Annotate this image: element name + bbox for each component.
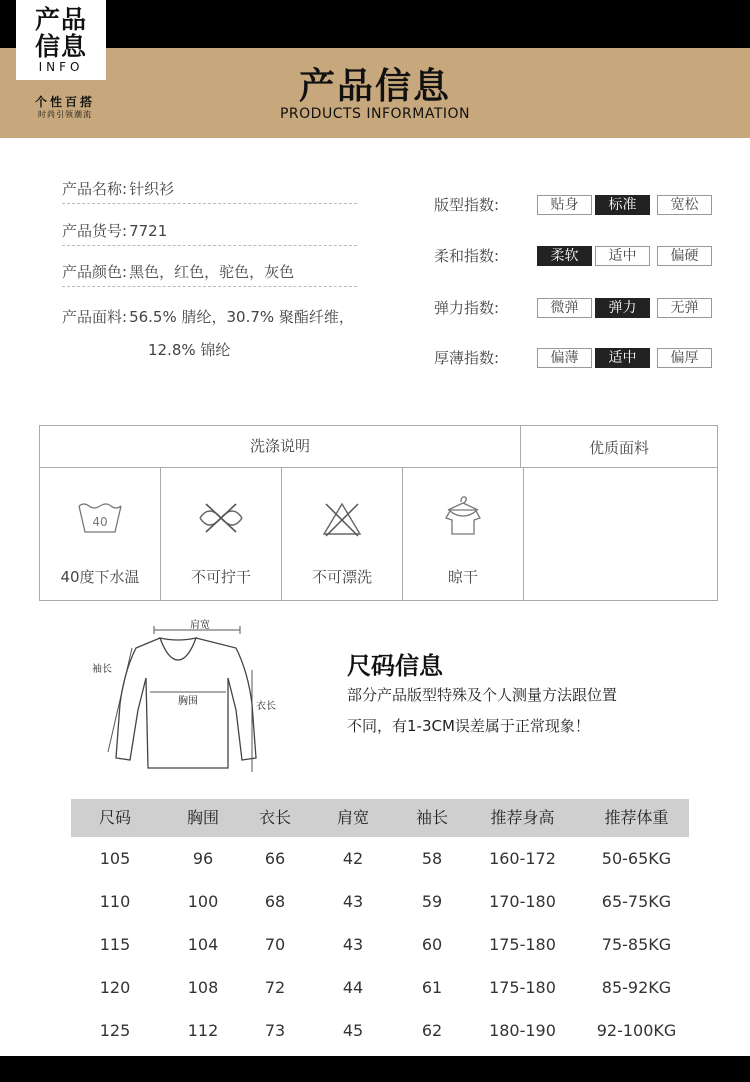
table-cell: 160-172 (489, 849, 556, 868)
table-cell: 104 (187, 935, 219, 954)
logo-cn-line1: 产品 (34, 5, 87, 34)
table-cell: 115 (99, 935, 131, 954)
size-table-header (71, 799, 689, 837)
table-cell: 65-75KG (601, 892, 672, 911)
wash-table (39, 425, 718, 601)
product-name-label: 产品名称: (62, 180, 128, 198)
table-cell: 112 (187, 1021, 219, 1040)
label-chest: 胸围 (178, 696, 198, 707)
product-color-value: 黑色，红色，驼色，灰色 (129, 263, 295, 281)
table-cell: 62 (421, 1021, 443, 1040)
header-cell: 尺码 (98, 808, 131, 827)
header-cell: 肩宽 (336, 808, 369, 827)
index-option: 弹力 (595, 298, 650, 318)
index-option: 偏薄 (537, 348, 592, 368)
index-option: 适中 (595, 348, 650, 368)
table-cell: 85-92KG (601, 978, 672, 997)
table-cell: 59 (421, 892, 443, 911)
wash-item-label: 晾干 (447, 568, 478, 586)
table-cell: 175-180 (489, 935, 556, 954)
table-cell: 61 (421, 978, 443, 997)
index-label: 厚薄指数: (434, 349, 500, 367)
wash-40-icon (76, 500, 124, 536)
index-label: 柔和指数: (434, 247, 500, 265)
table-cell: 120 (99, 978, 131, 997)
table-cell: 45 (342, 1021, 364, 1040)
table-cell: 110 (99, 892, 131, 911)
index-option: 标准 (595, 195, 650, 215)
table-cell: 58 (421, 849, 443, 868)
product-color-row (62, 257, 357, 287)
table-cell: 108 (187, 978, 219, 997)
table-cell: 43 (342, 935, 364, 954)
index-option: 微弹 (537, 298, 592, 318)
header-cell: 推荐体重 (604, 808, 669, 827)
header-cell: 袖长 (415, 808, 448, 827)
table-cell: 100 (187, 892, 219, 911)
table-cell: 175-180 (489, 978, 556, 997)
table-row (71, 837, 689, 880)
table-cell: 96 (192, 849, 214, 868)
table-cell: 75-85KG (601, 935, 672, 954)
bottom-black-bar (0, 1056, 750, 1082)
table-cell: 43 (342, 892, 364, 911)
table-cell: 73 (264, 1021, 286, 1040)
sweater-diagram (88, 612, 288, 782)
index-option: 柔软 (537, 246, 592, 266)
wash-tub-text: 40 (92, 515, 108, 529)
index-option: 适中 (595, 246, 650, 266)
product-fabric-value: 56.5% 腈纶，30.7% 聚酯纤维， (129, 308, 354, 326)
product-code-row (62, 216, 357, 246)
page-title: 产品信息 (298, 66, 451, 107)
hang-dry-icon (442, 494, 484, 538)
label-sleeve: 袖长 (92, 664, 112, 675)
label-length: 衣长 (256, 701, 276, 712)
label-shoulder: 肩宽 (190, 620, 210, 631)
wash-item (403, 468, 524, 600)
wash-item (161, 468, 282, 600)
wash-item-label: 不可拧干 (190, 568, 251, 586)
index-option: 偏硬 (657, 246, 712, 266)
size-table (71, 799, 689, 1052)
wash-item-label: 40度下水温 (60, 568, 140, 586)
top-black-bar (0, 0, 750, 48)
index-option: 偏厚 (657, 348, 712, 368)
slogan-main: 个性百搭 (34, 95, 95, 109)
header-cell: 衣长 (258, 808, 291, 827)
wash-item-label: 不可漂洗 (311, 568, 372, 586)
table-cell: 70 (264, 935, 286, 954)
table-cell: 60 (421, 935, 443, 954)
size-info-desc-line2: 不同，有1-3CM误差属于正常现象！ (347, 717, 590, 735)
table-cell: 92-100KG (596, 1021, 677, 1040)
table-row (71, 1009, 689, 1052)
table-cell: 170-180 (489, 892, 556, 911)
no-wring-icon (194, 500, 248, 536)
table-cell: 180-190 (489, 1021, 556, 1040)
product-code-label: 产品货号: (62, 222, 128, 240)
index-label: 版型指数: (434, 196, 500, 214)
table-cell: 42 (342, 849, 364, 868)
logo-cn-line2: 信息 (34, 32, 87, 61)
size-table-body (71, 837, 689, 1052)
table-cell: 105 (99, 849, 131, 868)
table-cell: 72 (264, 978, 286, 997)
product-color-label: 产品颜色: (62, 263, 128, 281)
slogan-sub: 时尚引领潮流 (38, 110, 92, 119)
product-fabric-label: 产品面料: (62, 308, 128, 326)
wash-item (40, 468, 161, 600)
table-cell: 50-65KG (601, 849, 672, 868)
table-row (71, 923, 689, 966)
table-row (71, 966, 689, 1009)
header-cell: 胸围 (186, 808, 219, 827)
logo-en: INFO (38, 60, 84, 74)
no-bleach-icon (320, 500, 364, 538)
header-cell: 推荐身高 (490, 808, 555, 827)
table-cell: 68 (264, 892, 286, 911)
page-subtitle: PRODUCTS INFORMATION (279, 106, 471, 122)
product-fabric-row (62, 302, 392, 332)
table-cell: 66 (264, 849, 286, 868)
table-cell: 44 (342, 978, 364, 997)
table-row (71, 880, 689, 923)
product-fabric-value-line2: 12.8% 锦纶 (148, 341, 231, 359)
index-label: 弹力指数: (434, 299, 500, 317)
wash-header: 洗涤说明 (40, 426, 521, 468)
index-option: 贴身 (537, 195, 592, 215)
index-option: 无弹 (657, 298, 712, 318)
quality-header: 优质面料 (521, 426, 717, 468)
size-info-desc-line1: 部分产品版型特殊及个人测量方法跟位置 (347, 686, 618, 704)
wash-item (282, 468, 403, 600)
size-info-title: 尺码信息 (347, 652, 443, 680)
product-name-row (62, 174, 357, 204)
product-code-value: 7721 (129, 222, 168, 240)
product-name-value: 针织衫 (129, 180, 175, 198)
index-option: 宽松 (657, 195, 712, 215)
table-cell: 125 (99, 1021, 131, 1040)
